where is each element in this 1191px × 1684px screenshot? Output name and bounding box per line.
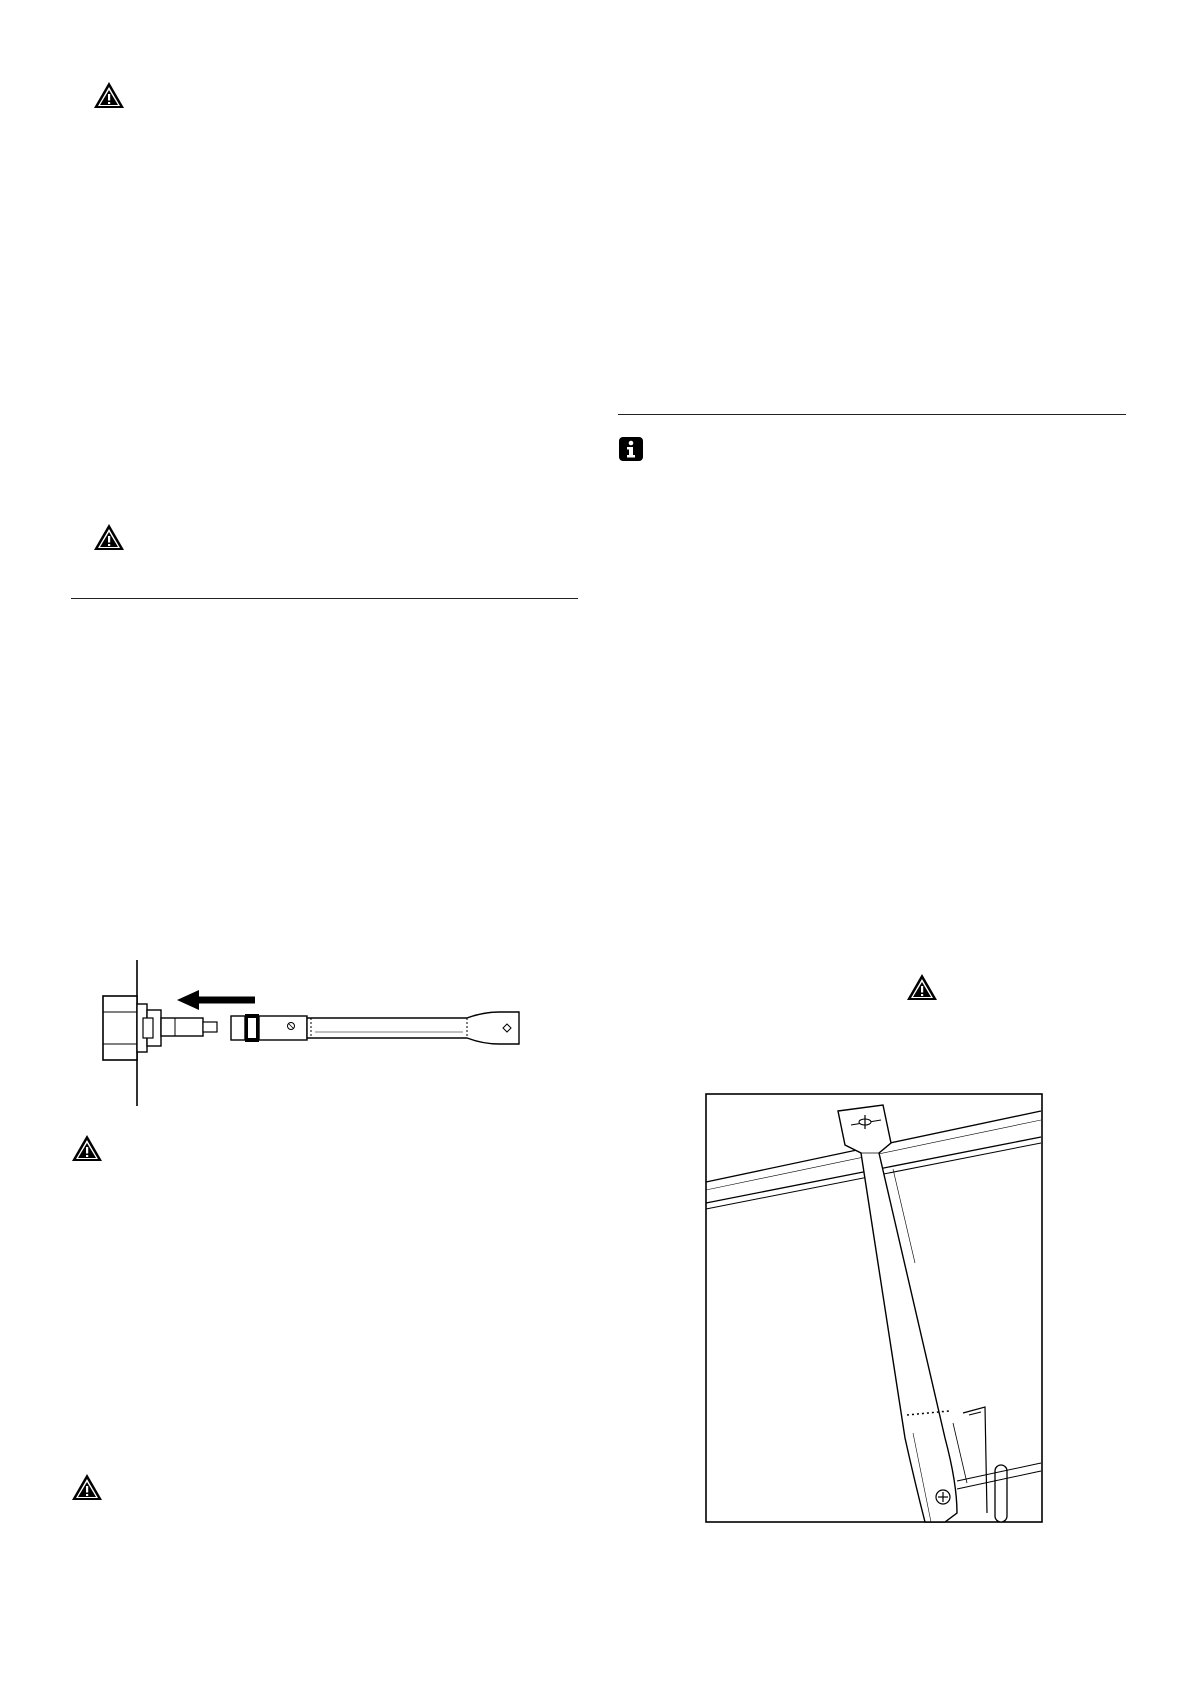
section-divider-right: [618, 414, 1126, 415]
warning-icon-5: [905, 972, 939, 1002]
warning-icon-4: [70, 1472, 104, 1502]
section-divider-left: [71, 598, 578, 599]
warning-icon-2: [92, 522, 126, 552]
burner-installed-figure: [705, 1093, 1043, 1523]
warning-icon-3: [70, 1133, 104, 1163]
warning-icon-1: [92, 80, 126, 110]
burner-insertion-figure: [95, 960, 545, 1110]
info-icon: [618, 436, 644, 462]
